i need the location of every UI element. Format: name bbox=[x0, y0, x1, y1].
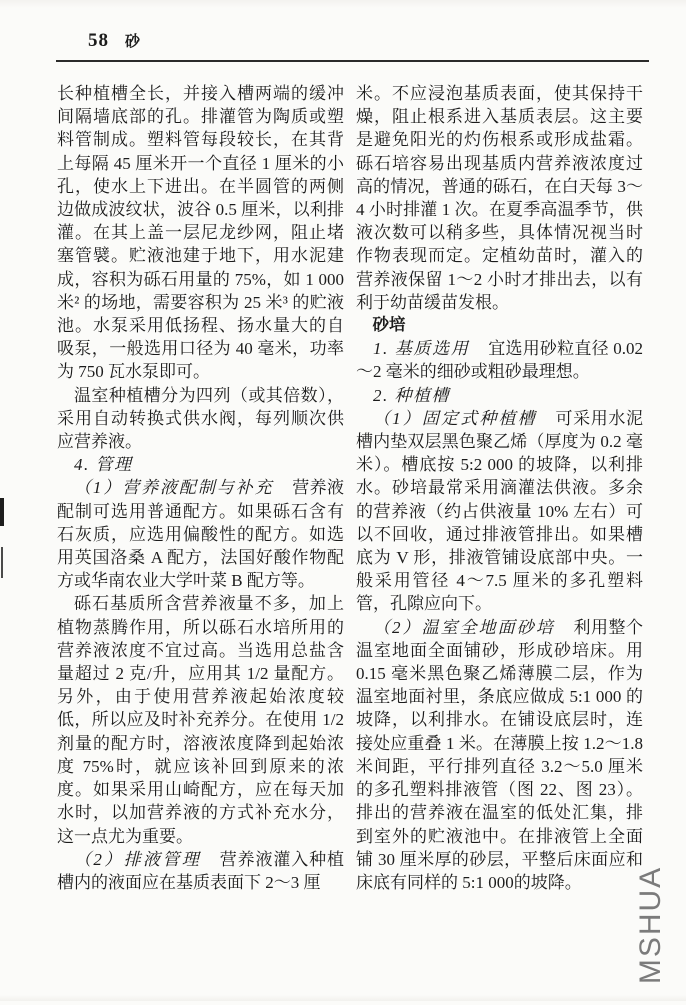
right-column bbox=[356, 82, 643, 894]
subheading: （1）固定式种植槽 bbox=[373, 408, 537, 428]
paragraph-text: 利用整个温室地面全面铺砂，形成砂培床。用 0.15 毫米黑色聚乙烯薄膜二层，作为温室地面衬里，条底应做成 5:1 000 的坡降，以利排水。在铺设底层时，连接处应重叠 1 米。在薄膜上按 1.2～1.8 米间距，平行排列直径 3.2～5.0 厘米的多孔塑料排液管（图 22、图 23）。排出的营养液在温室的低处汇集，排到室外的贮液池中。在排液管上全面铺 30 厘米厚的砂层，平整后床面应和床底有同样的 5:1 000的坡降。 bbox=[356, 617, 644, 892]
scan-artifact bbox=[1, 547, 3, 578]
scan-artifact bbox=[0, 498, 4, 526]
paragraph-text: 营养液配制可选用普通配方。如果砾石含有石灰质，应选用偏酸性的配方。如选用英国洛桑 A 配方，法国好酸作物配方或华南农业大学叶菜 B 配方等。 bbox=[57, 478, 345, 591]
paragraph: 米。不应浸泡基质表面，使其保持干燥，阻止根系进入基质表层。这主要是避免阳光的灼伤根系或形成盐霜。砾石培容易出现基质内营养液浓度过高的情况，普通的砾石，在白天每 3～4 小时排灌 1 次。在夏季高温季节，供液次数可以稍多些，具体情况视当时作物表现而定。定植幼苗时，灌入的营养液保留 1～2 小时才排出去，以有利于幼苗缓苗发根。 bbox=[356, 84, 643, 312]
subheading: （2）温室全地面砂培 bbox=[373, 617, 555, 637]
left-column bbox=[57, 82, 344, 894]
running-title: 砂 bbox=[125, 33, 141, 50]
paragraph bbox=[57, 476, 344, 592]
section-heading: 4. 管理 bbox=[74, 455, 133, 475]
paragraph-text: 可采用水泥槽内垫双层黑色聚乙烯（厚度为 0.2 毫米）。槽底按 5:2 000 的坡降，以利排水。砂培最常采用滴灌法供液。多余的营养液（约占供液量 10% 左右）可以不回收，通过排液管排出。如果槽底为 V 形，排液管铺设底部中央。一般采用管径 4～7.5 厘米的多孔塑料管，孔隙应向下。 bbox=[356, 408, 644, 614]
paragraph bbox=[356, 337, 643, 383]
subheading: 1. 基质选用 bbox=[373, 339, 470, 359]
paragraph-text: 营养液灌入种植槽内的液面应在基质表面下 2～3 厘 bbox=[57, 849, 345, 892]
section-heading: 2. 种植槽 bbox=[373, 385, 450, 405]
header-rule bbox=[56, 60, 649, 62]
paragraph: 砾石基质所含营养液量不多，加上植物蒸腾作用，所以砾石水培所用的营养液浓度不宜过高。当选用总盐含量超过 2 克/升，应用其 1/2 量配方。另外，由于使用营养液起始浓度较低，所以应及时补充养分。在使用 1/2剂量的配方时，溶液浓度降到起始浓度 75%时，就应该补回到原来的浓度。如果采用山崎配方，应在每天加水时，以加营养液的方式补充水分，这一点尤为重要。 bbox=[57, 594, 344, 846]
paragraph-text: 宜选用砂粒直径 0.02～2 毫米的细砂或粗砂最理想。 bbox=[356, 339, 644, 382]
paragraph: 温室种植槽分为四列（或其倍数），采用自动转换式供水阀，每列顺次供应营养液。 bbox=[57, 385, 344, 452]
page-header bbox=[88, 30, 140, 52]
text-columns bbox=[57, 82, 643, 894]
paragraph bbox=[356, 407, 643, 616]
page-number: 58 bbox=[88, 30, 109, 51]
paragraph bbox=[57, 848, 344, 894]
subheading: （2）排液管理 bbox=[74, 849, 202, 869]
watermark-text: MSHUA bbox=[634, 865, 667, 985]
paragraph: 长种植槽全长，并接入槽两端的缓冲间隔墙底部的孔。排灌管为陶质或塑料管制成。塑料管每段较长，在其背上每隔 45 厘米开一个直径 1 厘米的小孔，使水上下进出。在半圆管的两侧边做成波纹状，波谷 0.5 厘米，以利排灌。在其上盖一层尼龙纱网，阻止堵塞管襞。贮液池建于地下，用水泥建成，容积为砾石用量的 75%，如 1 000 米² 的场地，需要容积为 25 米³ 的贮液池。水泵采用低扬程、扬水量大的自吸泵，一般选用口径为 40 毫米，功率为 750 瓦水泵即可。 bbox=[57, 84, 344, 382]
paragraph bbox=[356, 616, 643, 894]
section-heading: 砂培 bbox=[372, 316, 406, 335]
subheading: （1）营养液配制与补充 bbox=[74, 478, 274, 498]
